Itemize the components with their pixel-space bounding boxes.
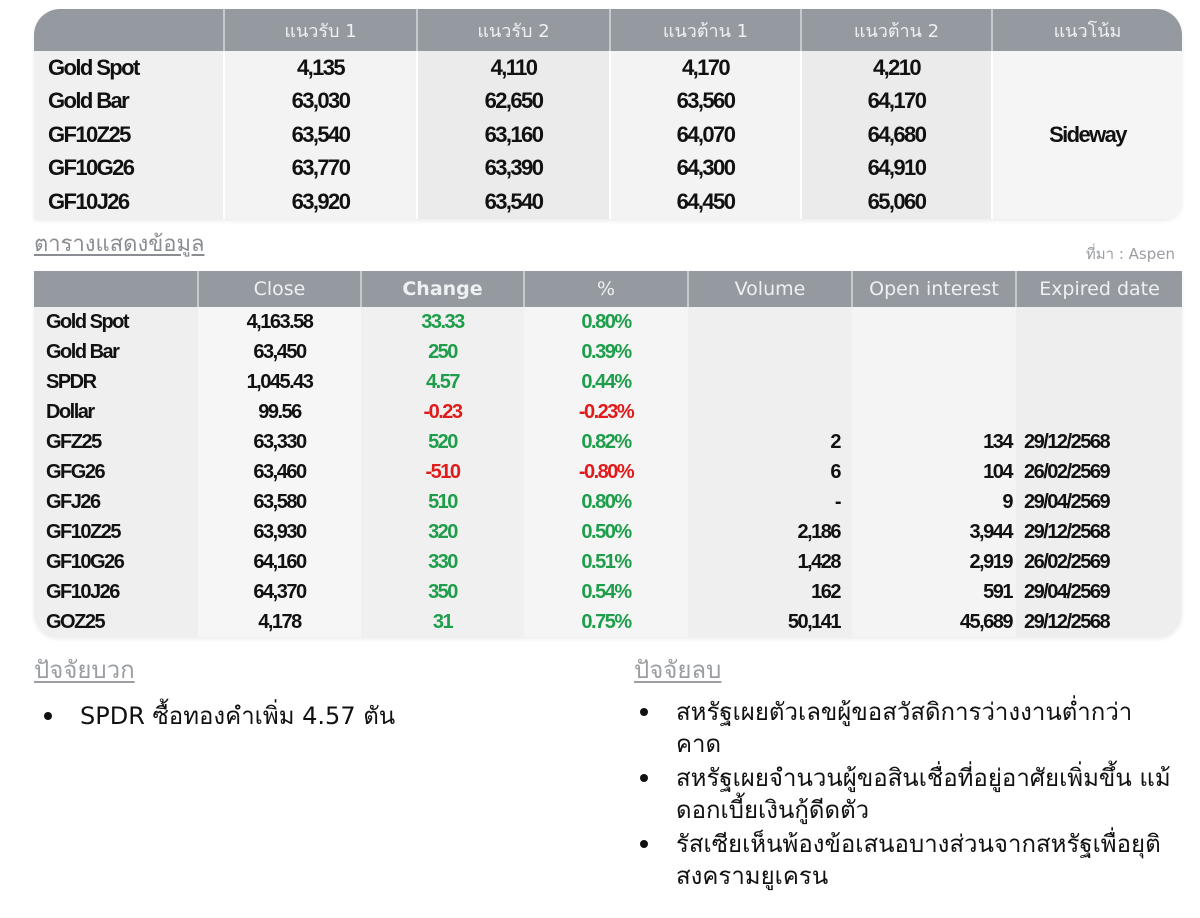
volume-value: 50,141	[688, 607, 852, 637]
resistance-2: 4,210	[801, 51, 992, 85]
volume-value	[688, 397, 852, 427]
change-value: 350	[361, 577, 524, 607]
market-row	[34, 607, 1182, 637]
bullet-icon	[44, 712, 52, 720]
bullet-icon	[640, 840, 648, 848]
negative-factor-item	[632, 696, 1172, 760]
resistance-1: 64,070	[610, 118, 801, 152]
change-percent: 0.39%	[524, 337, 688, 367]
levels-header-trend: แนวโน้ม	[992, 9, 1182, 51]
open-interest-value	[852, 337, 1016, 367]
market-header-change: Change	[361, 271, 524, 307]
change-percent: -0.80%	[524, 457, 688, 487]
data-source-label: ที่มา : Aspen	[1085, 245, 1175, 263]
resistance-1: 64,300	[610, 152, 801, 186]
expired-date: 26/02/2569	[1016, 547, 1182, 577]
positive-factor-item	[36, 700, 596, 732]
change-value: -510	[361, 457, 524, 487]
negative-factor-text: รัสเซียเห็นพ้องข้อเสนอบางส่วนจากสหรัฐเพื่อยุติสงครามยูเครน	[676, 830, 1161, 890]
volume-value	[688, 367, 852, 397]
levels-header-support-2: แนวรับ 2	[417, 9, 610, 51]
instrument-name: Gold Bar	[34, 337, 198, 367]
levels-header-support-1: แนวรับ 1	[224, 9, 417, 51]
close-price: 99.56	[198, 397, 361, 427]
resistance-2: 65,060	[801, 185, 992, 219]
open-interest-value	[852, 367, 1016, 397]
instrument-name: GF10G26	[34, 547, 198, 577]
change-percent: 0.82%	[524, 427, 688, 457]
market-row	[34, 577, 1182, 607]
volume-value: 6	[688, 457, 852, 487]
support-1: 4,135	[224, 51, 417, 85]
change-percent: 0.50%	[524, 517, 688, 547]
close-price: 1,045.43	[198, 367, 361, 397]
instrument-name: Gold Spot	[34, 307, 198, 337]
support-1: 63,770	[224, 152, 417, 186]
change-value: 320	[361, 517, 524, 547]
volume-value: 162	[688, 577, 852, 607]
market-header-name	[34, 271, 198, 307]
support-2: 63,160	[417, 118, 610, 152]
instrument-name: GF10J26	[34, 577, 198, 607]
trend-value: Sideway	[992, 51, 1182, 219]
change-value: 330	[361, 547, 524, 577]
open-interest-value: 104	[852, 457, 1016, 487]
market-data-table	[34, 271, 1182, 637]
open-interest-value: 45,689	[852, 607, 1016, 637]
volume-value: 2,186	[688, 517, 852, 547]
resistance-2: 64,680	[801, 118, 992, 152]
bullet-icon	[640, 774, 648, 782]
instrument-name: GF10J26	[34, 185, 224, 219]
open-interest-value: 591	[852, 577, 1016, 607]
support-2: 4,110	[417, 51, 610, 85]
instrument-name: GFJ26	[34, 487, 198, 517]
volume-value: 1,428	[688, 547, 852, 577]
close-price: 63,930	[198, 517, 361, 547]
levels-header-resistance-2: แนวต้าน 2	[801, 9, 992, 51]
resistance-1: 4,170	[610, 51, 801, 85]
market-header-row	[34, 271, 1182, 307]
market-header-close: Close	[198, 271, 361, 307]
market-row	[34, 367, 1182, 397]
open-interest-value: 2,919	[852, 547, 1016, 577]
open-interest-value	[852, 307, 1016, 337]
instrument-name: Gold Bar	[34, 85, 224, 119]
change-value: 4.57	[361, 367, 524, 397]
market-row	[34, 517, 1182, 547]
instrument-name: SPDR	[34, 367, 198, 397]
change-percent: 0.80%	[524, 307, 688, 337]
change-percent: 0.44%	[524, 367, 688, 397]
instrument-name: GF10Z25	[34, 118, 224, 152]
support-2: 62,650	[417, 85, 610, 119]
market-row	[34, 307, 1182, 337]
expired-date: 29/12/2568	[1016, 517, 1182, 547]
close-price: 63,330	[198, 427, 361, 457]
change-value: 520	[361, 427, 524, 457]
levels-header-row	[34, 9, 1182, 51]
support-2: 63,540	[417, 185, 610, 219]
change-percent: 0.51%	[524, 547, 688, 577]
close-price: 64,370	[198, 577, 361, 607]
instrument-name: GF10Z25	[34, 517, 198, 547]
levels-row	[34, 51, 1182, 85]
resistance-1: 64,450	[610, 185, 801, 219]
close-price: 64,160	[198, 547, 361, 577]
open-interest-value	[852, 397, 1016, 427]
change-percent: -0.23%	[524, 397, 688, 427]
market-row	[34, 337, 1182, 367]
expired-date: 29/04/2569	[1016, 487, 1182, 517]
expired-date	[1016, 397, 1182, 427]
instrument-name: GFG26	[34, 457, 198, 487]
market-row	[34, 547, 1182, 577]
volume-value	[688, 307, 852, 337]
open-interest-value: 3,944	[852, 517, 1016, 547]
levels-header-resistance-1: แนวต้าน 1	[610, 9, 801, 51]
resistance-1: 63,560	[610, 85, 801, 119]
support-1: 63,920	[224, 185, 417, 219]
negative-factor-text: สหรัฐเผยตัวเลขผู้ขอสวัสดิการว่างงานต่ำกว่าคาด	[676, 698, 1133, 758]
bullet-icon	[640, 708, 648, 716]
expired-date: 29/12/2568	[1016, 607, 1182, 637]
change-value: 33.33	[361, 307, 524, 337]
market-header-volume: Volume	[688, 271, 852, 307]
expired-date	[1016, 367, 1182, 397]
expired-date	[1016, 307, 1182, 337]
market-row	[34, 397, 1182, 427]
resistance-2: 64,170	[801, 85, 992, 119]
volume-value	[688, 337, 852, 367]
negative-factor-text: สหรัฐเผยจำนวนผู้ขอสินเชื่อที่อยู่อาศัยเพิ่มขึ้น แม้ดอกเบี้ยเงินกู้ดีดตัว	[676, 764, 1171, 824]
instrument-name: GF10G26	[34, 152, 224, 186]
expired-date: 29/12/2568	[1016, 427, 1182, 457]
open-interest-value: 134	[852, 427, 1016, 457]
negative-factor-item	[632, 828, 1172, 892]
instrument-name: Gold Spot	[34, 51, 224, 85]
change-value: 510	[361, 487, 524, 517]
positive-factors-title: ปัจจัยบวก	[34, 656, 135, 684]
support-resistance-table	[34, 9, 1182, 219]
close-price: 63,450	[198, 337, 361, 367]
instrument-name: GFZ25	[34, 427, 198, 457]
data-table-title: ตารางแสดงข้อมูล	[34, 232, 205, 257]
instrument-name: Dollar	[34, 397, 198, 427]
negative-factors-title: ปัจจัยลบ	[634, 656, 722, 684]
change-value: -0.23	[361, 397, 524, 427]
positive-factors-list	[36, 700, 596, 734]
volume-value: 2	[688, 427, 852, 457]
close-price: 4,178	[198, 607, 361, 637]
volume-value: -	[688, 487, 852, 517]
support-2: 63,390	[417, 152, 610, 186]
levels-header-name	[34, 9, 224, 51]
expired-date: 26/02/2569	[1016, 457, 1182, 487]
negative-factor-item	[632, 762, 1172, 826]
close-price: 63,460	[198, 457, 361, 487]
change-percent: 0.75%	[524, 607, 688, 637]
expired-date	[1016, 337, 1182, 367]
market-row	[34, 487, 1182, 517]
change-percent: 0.80%	[524, 487, 688, 517]
close-price: 63,580	[198, 487, 361, 517]
resistance-2: 64,910	[801, 152, 992, 186]
expired-date: 29/04/2569	[1016, 577, 1182, 607]
positive-factor-text: SPDR ซื้อทองคำเพิ่ม 4.57 ตัน	[80, 702, 396, 730]
change-percent: 0.54%	[524, 577, 688, 607]
support-1: 63,540	[224, 118, 417, 152]
market-row	[34, 457, 1182, 487]
market-header-percent: %	[524, 271, 688, 307]
market-header-open-interest: Open interest	[852, 271, 1016, 307]
change-value: 31	[361, 607, 524, 637]
market-row	[34, 427, 1182, 457]
instrument-name: GOZ25	[34, 607, 198, 637]
negative-factors-list	[632, 696, 1172, 894]
market-header-expired-date: Expired date	[1016, 271, 1182, 307]
open-interest-value: 9	[852, 487, 1016, 517]
support-1: 63,030	[224, 85, 417, 119]
close-price: 4,163.58	[198, 307, 361, 337]
change-value: 250	[361, 337, 524, 367]
